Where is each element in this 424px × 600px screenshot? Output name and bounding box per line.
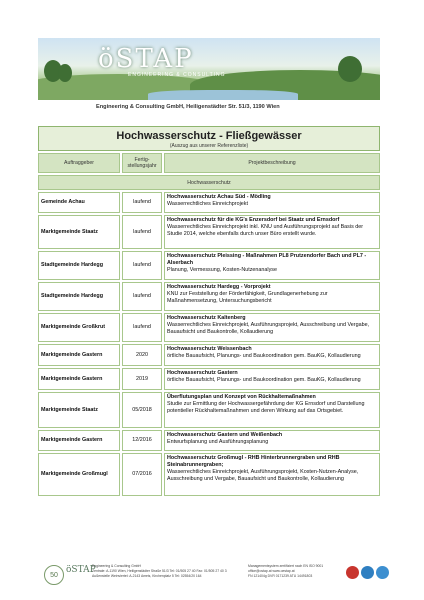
project-title: Hochwasserschutz Pleissing - Maßnahmen PL8 Prutzendorfer Bach und PL7 - Alserbach [167,253,367,266]
table-row [38,192,380,213]
cell-year: 2020 [122,344,162,366]
project-title: Überflutungsplan und Konzept von Rückhaltemaßnahmen [167,394,316,400]
cell-description [164,453,380,496]
cell-client: Marktgemeinde Gastern [38,344,120,366]
cell-description [164,392,380,428]
table-row [38,313,380,342]
cell-client: Marktgemeinde Großmugl [38,453,120,496]
page-title: Hochwasserschutz - Fließgewässer [116,130,302,142]
cell-description [164,430,380,451]
cell-client: Marktgemeinde Staatz [38,215,120,249]
project-title: Hochwasserschutz Achau Süd - Mödling [167,194,271,200]
cell-client: Marktgemeinde Gastern [38,430,120,451]
table-row [38,251,380,280]
page-footer [0,563,424,587]
column-header-description: Projektbeschreibung [164,153,380,173]
cell-year: 12/2016 [122,430,162,451]
project-details: Wasserrechtliches Einreichprojekt [167,201,248,207]
project-title: Hochwasserschutz Großmugl - RHB Hinterbrunnergraben und RHB Steinabrunnergraben; [167,455,340,468]
table-header [38,153,380,173]
cell-client: Marktgemeinde Gastern [38,368,120,390]
table-row [38,215,380,249]
company-tagline: Engineering & Consulting GmbH, Heiligenstädter Str. 51/3, 1190 Wien [96,104,280,110]
table-row [38,392,380,428]
footer-email-web: office@ostap.at www.oestap.at [248,569,295,573]
table-row [38,430,380,451]
project-details: Planung, Vermessung, Kosten-Nutzenanalyse [167,267,277,273]
cell-client: Stadtgemeinde Hardegg [38,251,120,280]
cell-client: Marktgemeinde Staatz [38,392,120,428]
banner-tree [338,56,362,82]
table-row [38,344,380,366]
column-header-year: Fertig-stellungsjahr [122,153,162,173]
project-title: Hochwasserschutz Kaltenberg [167,315,246,321]
table-row [38,368,380,390]
footer-brand: öSTAP [66,565,96,575]
project-details: Wasserrechtliches Einreichprojekt, Ausführungsprojekt, Kosten-Nutzen-Analyse, Ausschreibung und Vergabe, Bauaufsicht und Baukontrolle, Kollaudierung [167,469,359,482]
cell-description [164,282,380,311]
banner-water [148,90,298,100]
project-details: örtliche Bauaufsicht, Planungs- und Baukoordination gem. BauKG, Kollaudierung [167,353,361,359]
page-subtitle: (Auszug aus unserer Referenzliste) [169,143,249,149]
certification-badge-icon [346,566,359,579]
table-row [38,453,380,496]
cell-year: 05/2018 [122,392,162,428]
column-header-client: Auftraggeber [38,153,120,173]
cell-year: laufend [122,251,162,280]
project-title: Hochwasserschutz Gastern und Weißenbach [167,432,283,438]
footer-company: Engineering & Consulting GmbH [92,564,142,568]
footer-certification: Managementsystem zertifiziert nach EN ISO 9001 [248,564,324,568]
title-box [38,126,380,151]
footer-contact [248,564,323,579]
cell-year: laufend [122,313,162,342]
cell-year: 2019 [122,368,162,390]
certification-badge-icon [361,566,374,579]
certification-badges [346,566,390,580]
footer-registration: FN 121404g DVR 0171239 ATU 14491803 [248,574,313,578]
table-row [38,282,380,311]
company-logo: öSTAP [98,44,194,74]
cell-description [164,313,380,342]
project-details: KNU zur Feststellung der Förderfähigkeit, Grundlagenerhebung zur Maßnahmensetzung, Untersuchungsbericht [167,291,328,304]
cell-description [164,192,380,213]
cell-year: laufend [122,192,162,213]
banner-tree [58,64,72,82]
footer-headquarters: Zentrale: A-1190 Wien, Heiligenstädter Straße 51/3 Tel: 01/505 27 40 Fax: 01/505 27 40 3 [92,569,227,573]
certification-badge-icon [376,566,389,579]
cell-description [164,251,380,280]
cell-client: Stadtgemeinde Hardegg [38,282,120,311]
project-details: Entwurfsplanung und Ausführungsplanung [167,439,269,445]
project-title: Hochwasserschutz für die KG's Enzersdorf bei Staatz und Ernsdorf [167,217,340,223]
cell-client: Gemeinde Achau [38,192,120,213]
header-banner [38,38,380,100]
project-title: Hochwasserschutz Weissenbach [167,346,252,352]
cell-year: laufend [122,215,162,249]
cell-description [164,344,380,366]
anniversary-logo: 50 [44,565,64,585]
cell-description [164,368,380,390]
project-details: Wasserrechtliches Einreichprojekt, Ausführungsprojekt, Ausschreibung und Vergabe, Bauaufsicht und Baukontrolle, Kollaudierung [167,322,370,335]
footer-address [92,564,227,579]
cell-description [164,215,380,249]
project-details: örtliche Bauaufsicht, Planungs- und Baukoordination gem. BauKG, Kollaudierung [167,377,361,383]
cell-client: Marktgemeinde Großkrut [38,313,120,342]
project-title: Hochwasserschutz Gastern [167,370,238,376]
reference-table [38,126,380,496]
company-logo-subtext: ENGINEERING & CONSULTING [128,72,226,78]
cell-year: laufend [122,282,162,311]
footer-branch: Außenstelle Weinviertel: A-2143 Ameis, Kirchenplatz 5 Tel: 02554/20 164 [92,574,202,578]
project-title: Hochwasserschutz Hardegg - Vorprojekt [167,284,271,290]
project-details: Wasserrechtliches Einreichprojekt inkl. KNU und Ausführungsprojekt auf Basis der Studie 2014, welche ebenfalls durch unser Büro erstellt wurde. [167,224,364,237]
section-header: Hochwasserschutz [38,175,380,190]
cell-year: 07/2016 [122,453,162,496]
project-details: Studie zur Ermittlung der Hochwassergefährdung der KG Ernsdorf und Darstellung potentieller Rückhaltemaßnahmen und deren Wirkung auf das Ortsgebiet. [167,401,365,414]
